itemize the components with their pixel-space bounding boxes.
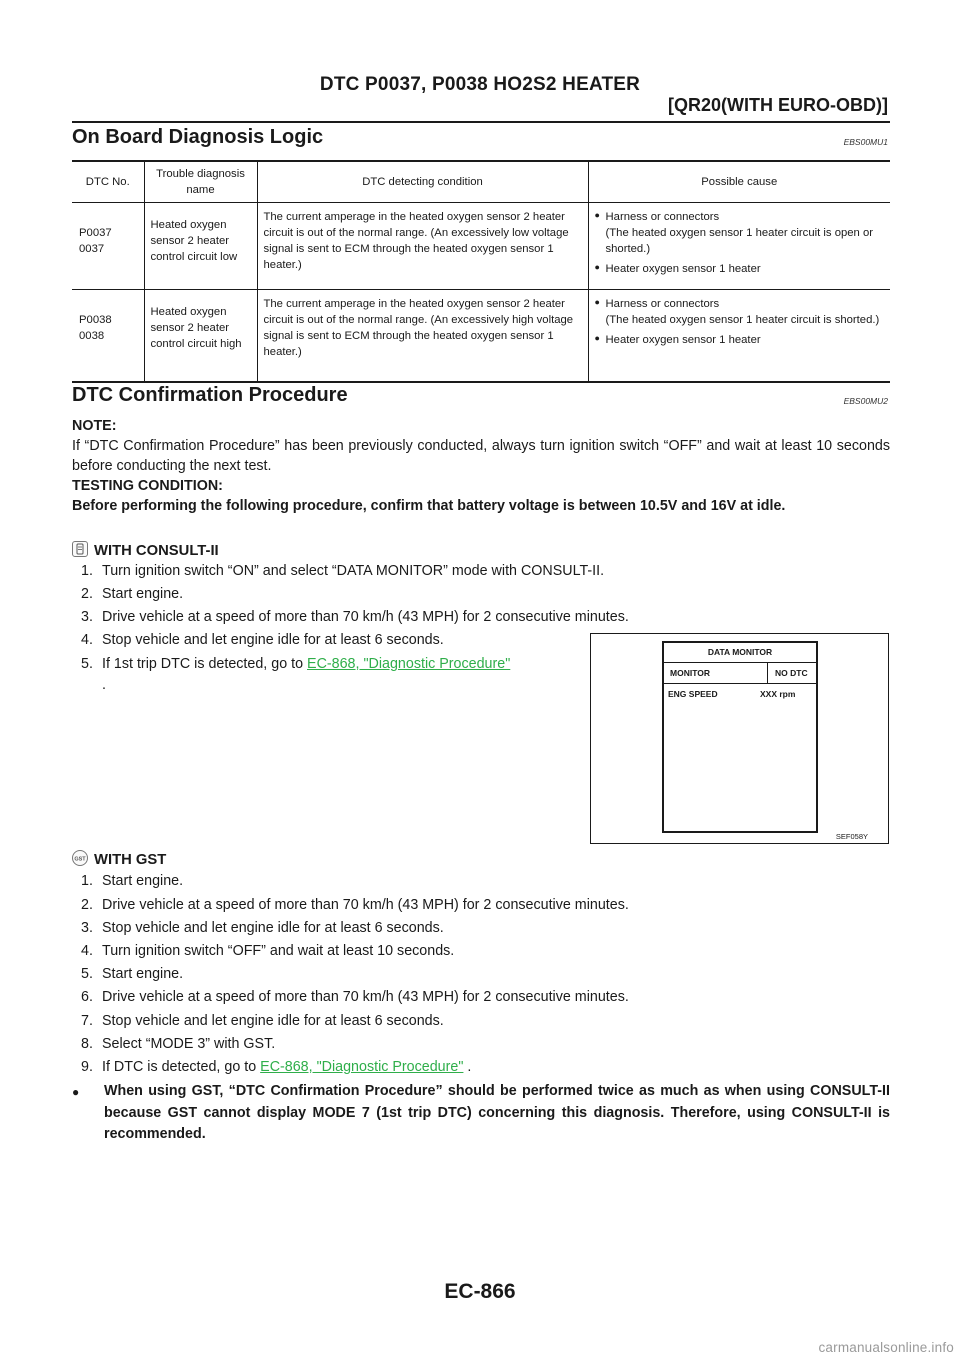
consult-heading (72, 541, 219, 559)
step-text: Stop vehicle and let engine idle for at least 6 seconds. (102, 920, 444, 936)
list-item (81, 1013, 444, 1029)
col-header-trouble-name: Trouble diagnosis name (144, 161, 257, 203)
step-number: 5. (81, 966, 93, 982)
list-item (81, 1059, 471, 1075)
list-item (81, 656, 510, 672)
panel-divider (767, 663, 768, 683)
list-item (81, 563, 604, 579)
step-tail: . (467, 1059, 472, 1075)
step-text: Start engine. (102, 586, 184, 602)
step-text: If 1st trip DTC is detected, go to (102, 656, 304, 672)
panel-data-row (664, 684, 816, 704)
figure-code: SEF058Y (835, 832, 868, 841)
step-tail: . (102, 677, 106, 693)
step-text: Drive vehicle at a speed of more than 70 km/h (43 MPH) for 2 consecutive minutes. (102, 609, 629, 625)
step-text: Start engine. (102, 873, 184, 889)
dtc-code-alt: 0038 (79, 330, 105, 343)
step-number: 7. (81, 1013, 93, 1029)
table-row (72, 290, 890, 382)
data-monitor-figure (590, 633, 889, 844)
step-number: 8. (81, 1036, 93, 1052)
cell-dtc-no (72, 203, 144, 290)
step-number: 2. (81, 897, 93, 913)
dtc-code: P0037 (79, 227, 112, 239)
cell-trouble-name: Heated oxygen sensor 2 heater control circuit low (144, 203, 257, 290)
cell-condition: The current amperage in the heated oxygen sensor 2 heater circuit is out of the normal range. (An excessively low voltage signal is sent to ECM through the heated oxygen sensor 1 heater.) (257, 203, 588, 290)
watermark: carmanualsonline.info (818, 1340, 954, 1355)
step-text: Stop vehicle and let engine idle for at least 6 seconds. (102, 1013, 444, 1029)
section-code: EBS00MU1 (843, 137, 888, 147)
step-text: Drive vehicle at a speed of more than 70 km/h (43 MPH) for 2 consecutive minutes. (102, 989, 629, 1005)
gst-heading (72, 850, 166, 868)
eng-speed-label: ENG SPEED (668, 689, 718, 699)
note-text: If “DTC Confirmation Procedure” has been previously conducted, always turn ignition switch “OFF” and wait at least 10 seconds before conducting the next test. (72, 438, 890, 474)
table-header-row (72, 161, 890, 203)
section-code: EBS00MU2 (843, 396, 888, 406)
list-item (81, 897, 629, 913)
eng-speed-value: XXX rpm (760, 689, 796, 699)
page-subtitle: [QR20(WITH EURO-OBD)] (668, 95, 888, 115)
step-text: If DTC is detected, go to (102, 1059, 257, 1075)
list-item (81, 586, 183, 602)
step-number: 1. (81, 563, 93, 579)
list-item (81, 920, 444, 936)
section-title-confirmation-procedure: DTC Confirmation Procedure (72, 384, 348, 406)
cause-item: ● Heater oxygen sensor 1 heater (595, 261, 885, 277)
step-text: Drive vehicle at a speed of more than 70 km/h (43 MPH) for 2 consecutive minutes. (102, 897, 629, 913)
section-title-diagnosis-logic: On Board Diagnosis Logic (72, 126, 324, 148)
bullet-icon: ● (72, 1085, 80, 1099)
cause-item-detail: (The heated oxygen sensor 1 heater circuit is shorted.) (605, 314, 880, 327)
cell-trouble-name: Heated oxygen sensor 2 heater control circuit high (144, 290, 257, 382)
consult-tool-icon (72, 541, 88, 557)
cause-item: ● Harness or connectors (595, 296, 885, 312)
list-item (81, 873, 183, 889)
header-rule (72, 121, 890, 123)
step-number: 2. (81, 586, 93, 602)
note-label: NOTE: (72, 418, 117, 434)
step-text: Stop vehicle and let engine idle for at least 6 seconds. (102, 632, 444, 648)
cause-item: ● Heater oxygen sensor 1 heater (595, 332, 885, 348)
step-text: Turn ignition switch “OFF” and wait at least 10 seconds. (102, 943, 455, 959)
cause-item-detail: (The heated oxygen sensor 1 heater circuit is open or shorted.) (605, 227, 874, 256)
panel-column-row (664, 663, 816, 684)
panel-title: DATA MONITOR (664, 643, 816, 663)
consult-heading-text: WITH CONSULT-II (94, 543, 219, 559)
step-number: 9. (81, 1059, 93, 1075)
dtc-table (72, 160, 890, 383)
list-item (81, 632, 444, 648)
step-number: 3. (81, 920, 93, 936)
page-title: DTC P0037, P0038 HO2S2 HEATER (319, 74, 641, 95)
cell-dtc-no (72, 290, 144, 382)
testing-condition-text: Before performing the following procedure, confirm that battery voltage is between 10.5V and 16V at idle. (72, 498, 786, 514)
gst-tool-icon (72, 850, 88, 866)
step-text: Select “MODE 3” with GST. (102, 1036, 276, 1052)
page-number: EC-866 (444, 1280, 516, 1303)
list-item (81, 966, 183, 982)
diagnostic-procedure-link[interactable]: EC-868, "Diagnostic Procedure" (260, 1059, 464, 1075)
svg-text:GST: GST (74, 856, 86, 863)
step-number: 4. (81, 632, 93, 648)
step-number: 5. (81, 656, 93, 672)
step-number: 4. (81, 943, 93, 959)
step-text: Turn ignition switch “ON” and select “DATA MONITOR” mode with CONSULT-II. (102, 563, 605, 579)
cell-possible-cause (588, 290, 890, 382)
dtc-code: P0038 (79, 314, 112, 326)
cell-condition: The current amperage in the heated oxygen sensor 2 heater circuit is out of the normal range. (An excessively high voltage signal is sent to ECM through the heated oxygen sensor 1 heater.) (257, 290, 588, 382)
diagnostic-procedure-link[interactable]: EC-868, "Diagnostic Procedure" (307, 656, 511, 672)
list-item (81, 943, 454, 959)
step-number: 1. (81, 873, 93, 889)
list-item (81, 1036, 275, 1052)
cell-possible-cause (588, 203, 890, 290)
panel-col-no-dtc: NO DTC (775, 668, 808, 678)
gst-recommendation-note: When using GST, “DTC Confirmation Procedure” should be performed twice as much as when using CONSULT-II because GST cannot display MODE 7 (1st trip DTC) concerning this diagnosis. Therefore, using CONSULT-II is recommended. (104, 1083, 890, 1142)
table-row (72, 203, 890, 290)
col-header-detecting-condition: DTC detecting condition (257, 161, 588, 203)
step-text: Start engine. (102, 966, 184, 982)
data-monitor-panel (662, 641, 818, 833)
col-header-possible-cause: Possible cause (588, 161, 890, 203)
dtc-code-alt: 0037 (79, 243, 105, 256)
panel-col-monitor: MONITOR (670, 668, 710, 678)
testing-condition-label: TESTING CONDITION: (72, 478, 223, 494)
list-item (81, 989, 629, 1005)
step-number: 3. (81, 609, 93, 625)
col-header-dtc-no: DTC No. (72, 161, 144, 203)
list-item (81, 609, 629, 625)
gst-heading-text: WITH GST (94, 852, 167, 868)
cause-item: ● Harness or connectors (595, 209, 885, 225)
step-number: 6. (81, 989, 93, 1005)
